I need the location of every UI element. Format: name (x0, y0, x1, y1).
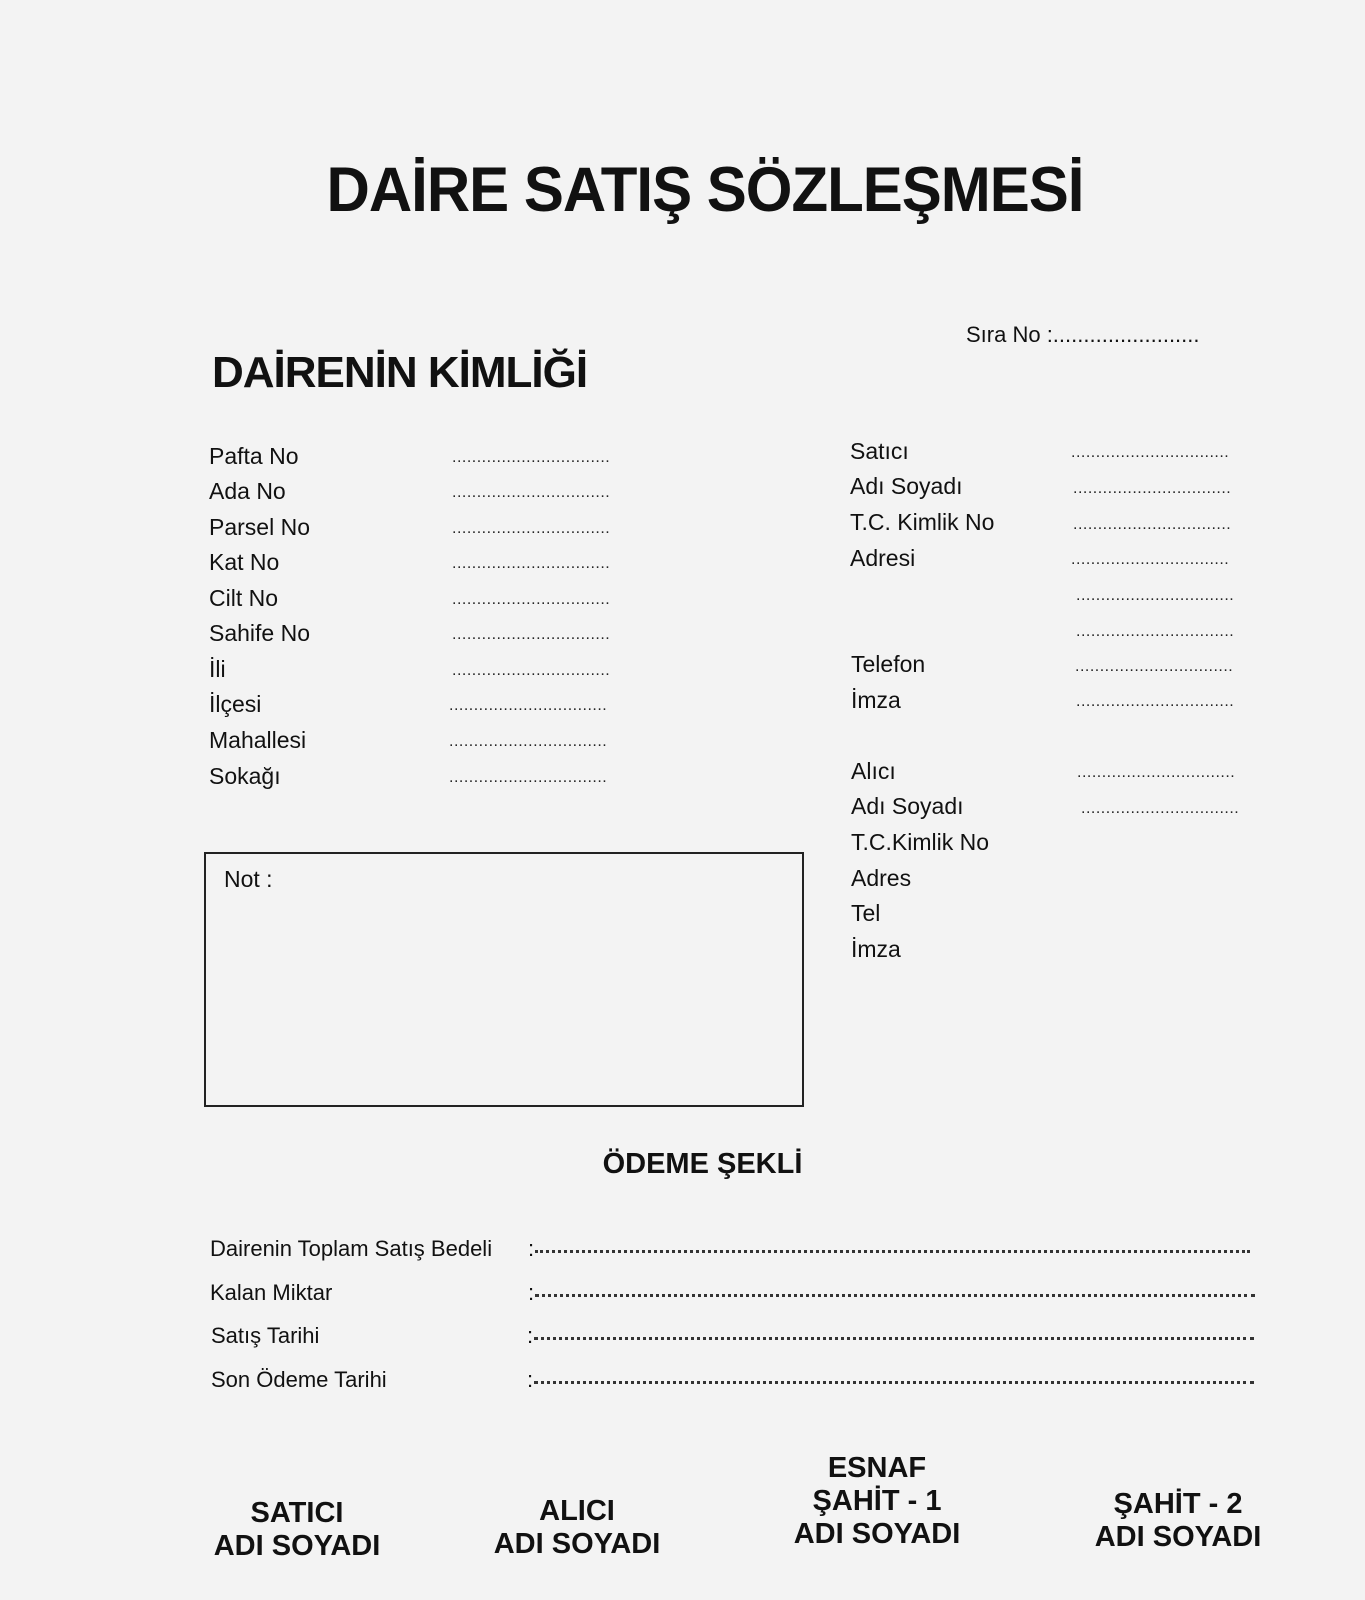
payment-label-sale-date: Satış Tarihi (211, 1323, 320, 1348)
field-dots-satici-adresi: ................................ (1071, 551, 1230, 568)
field-dots-satici-adresi-3: ................................ (1076, 623, 1235, 640)
field-dots-alici-adi-soyadi: ................................ (1081, 800, 1240, 817)
field-label-alici-adi-soyadi: Adı Soyadı (851, 793, 964, 819)
signature-witness-1-name-label: ADI SOYADI (793, 1518, 961, 1550)
signature-buyer-name-label: ADI SOYADI (493, 1528, 661, 1560)
field-label-cilt-no: Cilt No (209, 585, 279, 611)
field-dots-satici: ................................ (1071, 444, 1230, 461)
payment-section-title: ÖDEME ŞEKLİ (602, 1148, 803, 1180)
payment-label-remaining: Kalan Miktar (210, 1280, 333, 1305)
signature-seller-role: SATICI (250, 1497, 344, 1529)
field-label-alici-imza: İmza (851, 936, 901, 962)
payment-line-last-payment-date (534, 1381, 1254, 1384)
field-label-parsel-no: Parsel No (209, 514, 310, 540)
field-label-alici-tc-kimlik-no: T.C.Kimlik No (851, 829, 990, 855)
field-label-alici-tel: Tel (851, 900, 881, 926)
payment-label-last-payment-date: Son Ödeme Tarihi (211, 1367, 387, 1392)
signature-witness-1 (757, 1452, 997, 1551)
field-label-sokagi: Sokağı (209, 763, 281, 789)
payment-colon-sale-date: : (527, 1323, 534, 1348)
field-dots-satici-telefon: ................................ (1075, 658, 1234, 675)
field-label-satici-telefon: Telefon (851, 651, 926, 677)
note-box[interactable] (204, 852, 804, 1107)
field-label-satici-adi-soyadi: Adı Soyadı (850, 473, 963, 499)
field-dots-sahife-no: ................................ (452, 626, 611, 643)
field-label-satici-imza: İmza (851, 687, 901, 713)
field-label-satici: Satıcı (850, 438, 909, 464)
field-dots-sokagi: ................................ (449, 769, 608, 786)
signature-seller-name-label: ADI SOYADI (213, 1530, 381, 1562)
document-title: DAİRE SATIŞ SÖZLEŞMESİ (326, 154, 1084, 225)
field-label-mahallesi: Mahallesi (209, 727, 307, 753)
signature-buyer (457, 1495, 697, 1561)
field-label-sahife-no: Sahife No (209, 620, 311, 646)
payment-label-total-price: Dairenin Toplam Satış Bedeli (210, 1236, 493, 1261)
payment-line-remaining (535, 1294, 1255, 1297)
section-title: DAİRENİN KİMLİĞİ (212, 348, 588, 397)
field-label-alici-adres: Adres (851, 865, 912, 891)
signature-witness-1-role: ŞAHİT - 1 (812, 1485, 942, 1517)
signature-witness-2-name-label: ADI SOYADI (1094, 1521, 1262, 1553)
field-dots-satici-tc-kimlik-no: ................................ (1073, 516, 1232, 533)
field-label-satici-tc-kimlik-no: T.C. Kimlik No (850, 509, 995, 535)
payment-line-total-price (535, 1250, 1250, 1253)
field-dots-kat-no: ................................ (452, 555, 611, 572)
field-dots-parsel-no: ................................ (452, 520, 611, 537)
field-dots-satici-adi-soyadi: ................................ (1073, 480, 1232, 497)
field-label-ili: İli (209, 656, 226, 682)
field-dots-satici-adresi-2: ................................ (1076, 587, 1235, 604)
note-label: Not : (224, 866, 273, 892)
field-dots-ilcesi: ................................ (449, 697, 608, 714)
field-label-satici-adresi: Adresi (850, 545, 916, 571)
field-dots-cilt-no: ................................ (452, 591, 611, 608)
signature-buyer-role: ALICI (539, 1495, 615, 1527)
payment-colon-remaining: : (528, 1280, 535, 1305)
signature-seller (177, 1497, 417, 1563)
field-dots-ili: ................................ (452, 662, 611, 679)
field-label-ilcesi: İlçesi (209, 691, 262, 717)
signature-witness-1-esnaf: ESNAF (827, 1452, 927, 1484)
signature-witness-2 (1058, 1488, 1298, 1554)
field-label-ada-no: Ada No (209, 478, 286, 504)
field-dots-mahallesi: ................................ (449, 733, 608, 750)
field-label-kat-no: Kat No (209, 549, 280, 575)
field-dots-pafta-no: ................................ (452, 449, 611, 466)
field-dots-alici: ................................ (1077, 764, 1236, 781)
field-label-alici: Alıcı (851, 758, 896, 784)
field-label-pafta-no: Pafta No (209, 443, 299, 469)
payment-colon-total-price: : (528, 1236, 535, 1261)
signature-witness-2-role: ŞAHİT - 2 (1113, 1488, 1243, 1520)
payment-line-sale-date (534, 1337, 1254, 1340)
payment-colon-last-payment-date: : (527, 1367, 534, 1392)
field-dots-ada-no: ................................ (452, 484, 611, 501)
sira-no-field: Sıra No :........................ (966, 322, 1200, 347)
field-dots-satici-imza: ................................ (1076, 693, 1235, 710)
